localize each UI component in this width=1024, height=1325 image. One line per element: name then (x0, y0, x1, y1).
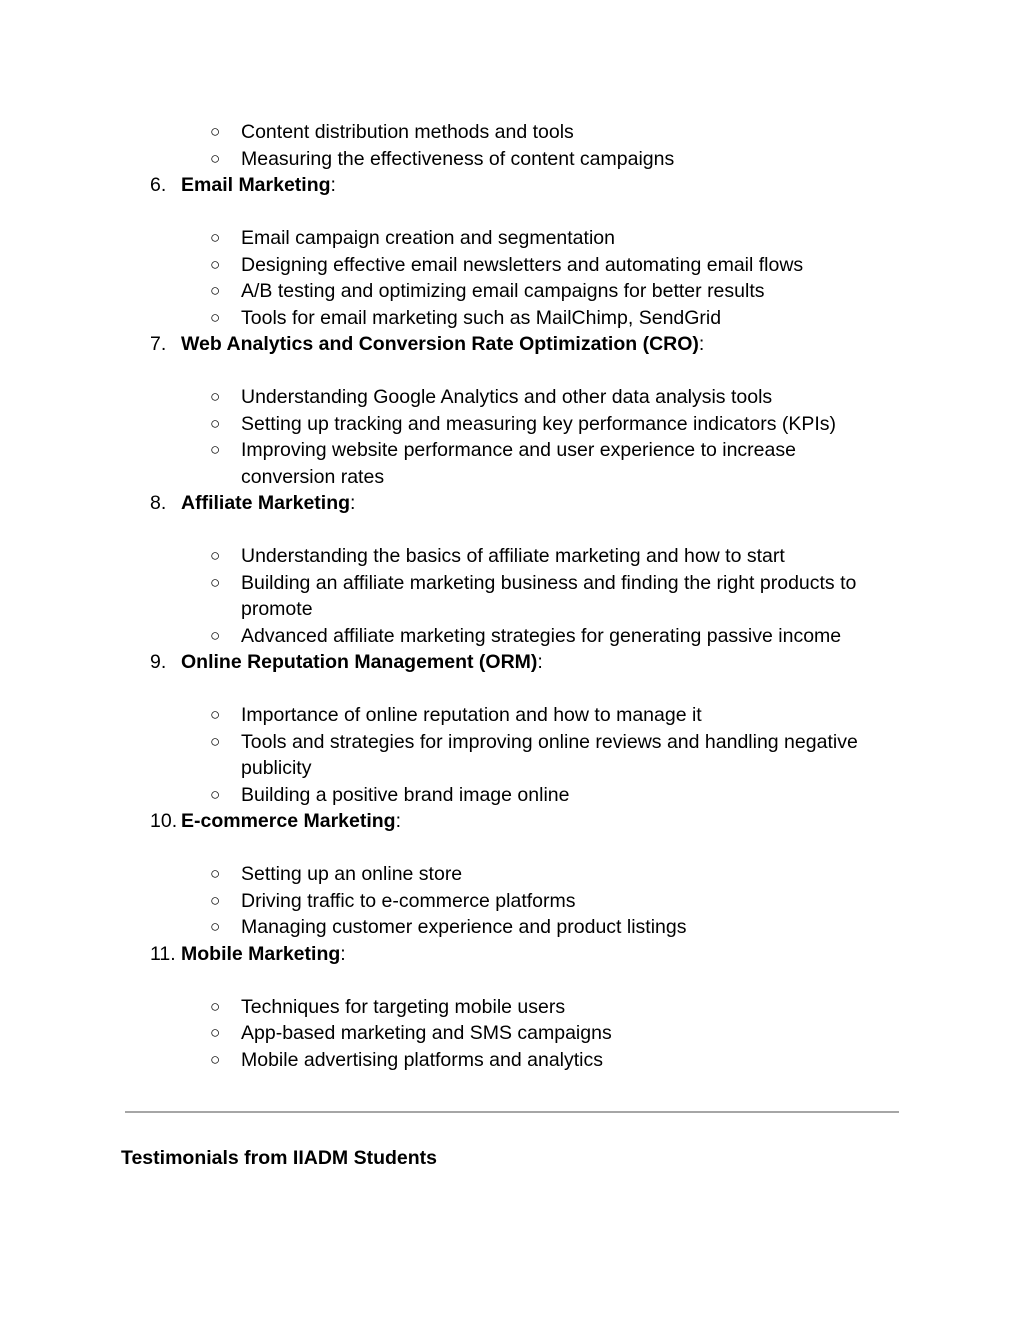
list-item (0, 1020, 1024, 1047)
list-item-continuation (0, 596, 1024, 623)
section-title-bold: Mobile Marketing (181, 942, 341, 965)
section-title-bold: Online Reputation Management (ORM) (181, 651, 538, 673)
section-title-colon: : (395, 810, 401, 832)
blank-line (0, 199, 1024, 226)
blank-line (0, 358, 1024, 385)
section-title-colon: : (330, 174, 336, 196)
bullet-marker: ○ (210, 731, 221, 751)
list-item-text: Managing customer experience and product listings (241, 916, 687, 938)
bullet-marker: ○ (210, 148, 221, 168)
list-item (0, 623, 1024, 650)
list-item (0, 437, 1024, 464)
bullet-marker: ○ (210, 705, 221, 724)
section-title-bold: Web Analytics and Conversion Rate Optimization (CRO) (181, 333, 699, 355)
bullet-marker: ○ (210, 864, 221, 883)
section-heading (0, 331, 1024, 358)
list-item-text: Understanding the basics of affiliate marketing and how to start (241, 545, 785, 567)
blank-line (0, 967, 1024, 994)
list-item (0, 543, 1024, 570)
list-item (0, 119, 1024, 146)
section-number: 9. (150, 651, 167, 673)
list-item-text: A/B testing and optimizing email campaigns for better results (241, 280, 765, 302)
list-item-text: Mobile advertising platforms and analytics (241, 1048, 604, 1071)
list-item (0, 782, 1024, 809)
list-item-text: Advanced affiliate marketing strategies for generating passive income (241, 624, 842, 647)
section-title-bold: Affiliate Marketing (181, 492, 351, 514)
list-item (0, 861, 1024, 888)
section-number: 6. (150, 174, 167, 196)
list-item (0, 888, 1024, 915)
list-item-text: Tools and strategies for improving online reviews and handling negative (241, 730, 858, 753)
bullet-marker: ○ (210, 996, 221, 1016)
list-item-text: Techniques for targeting mobile users (241, 995, 566, 1018)
list-item (0, 702, 1024, 729)
horizontal-divider (125, 1111, 899, 1113)
list-item (0, 729, 1024, 756)
list-item-text: Tools for email marketing such as MailChimp, SendGrid (241, 306, 722, 329)
section-heading (0, 172, 1024, 199)
bullet-marker: ○ (210, 228, 221, 247)
list-item (0, 305, 1024, 332)
section-title-bold: Email Marketing (181, 174, 331, 196)
section-number: 10. (150, 810, 178, 832)
list-item-text: Setting up tracking and measuring key performance indicators (KPIs) (241, 412, 837, 435)
section-title-bold: E-commerce Marketing (181, 810, 396, 832)
bullet-marker: ○ (210, 307, 221, 327)
list-item-text: Importance of online reputation and how to manage it (241, 704, 702, 726)
list-item-text: Improving website performance and user experience to increase (241, 439, 796, 461)
bullet-marker: ○ (210, 546, 221, 565)
section-title (181, 490, 355, 517)
list-item-text: Understanding Google Analytics and other data analysis tools (241, 386, 773, 408)
list-item (0, 570, 1024, 597)
list-item (0, 384, 1024, 411)
list-item (0, 225, 1024, 252)
list-item-continuation (0, 464, 1024, 491)
section-title (181, 941, 346, 968)
list-item-text: conversion rates (241, 465, 385, 488)
list-item-text: Content distribution methods and tools (241, 121, 574, 143)
bullet-marker: ○ (210, 254, 221, 274)
section-number: 11. (150, 942, 176, 965)
bullet-marker: ○ (210, 413, 221, 433)
bullet-marker: ○ (210, 440, 221, 459)
list-item (0, 914, 1024, 941)
bullet-marker: ○ (210, 890, 221, 910)
list-item (0, 1047, 1024, 1074)
list-item-text: promote (241, 598, 313, 620)
section-title (181, 808, 401, 835)
section-title-colon: : (537, 651, 543, 673)
list-item-text: Email campaign creation and segmentation (241, 227, 615, 249)
bullet-marker: ○ (210, 625, 221, 645)
section-title (181, 649, 543, 676)
bullet-marker: ○ (210, 122, 221, 141)
section-heading (0, 808, 1024, 835)
list-item (0, 252, 1024, 279)
section-title-colon: : (350, 492, 356, 514)
list-item-text: Setting up an online store (241, 863, 463, 885)
document-body (0, 119, 1024, 1073)
bullet-marker: ○ (210, 917, 221, 936)
bullet-marker: ○ (210, 281, 221, 300)
section-number: 7. (150, 333, 167, 355)
blank-line (0, 676, 1024, 703)
blank-line (0, 517, 1024, 544)
section-title-colon: : (698, 333, 705, 355)
list-item (0, 411, 1024, 438)
list-item-text: publicity (241, 757, 312, 779)
bullet-marker: ○ (210, 784, 221, 804)
section-title (181, 331, 704, 358)
list-item (0, 146, 1024, 173)
list-item-text: Driving traffic to e-commerce platforms (241, 889, 576, 912)
section-heading (0, 649, 1024, 676)
list-item-text: Building a positive brand image online (241, 783, 570, 806)
section-title (181, 172, 336, 199)
bullet-marker: ○ (210, 387, 221, 406)
section-title-colon: : (340, 942, 346, 965)
list-item (0, 994, 1024, 1021)
list-item-text: Measuring the effectiveness of content campaigns (241, 147, 675, 170)
section-number: 8. (150, 492, 167, 514)
section-heading (0, 490, 1024, 517)
list-item-text: Building an affiliate marketing business and finding the right products to (241, 571, 857, 594)
list-item (0, 278, 1024, 305)
list-item-text: App-based marketing and SMS campaigns (241, 1022, 612, 1044)
list-item-text: Designing effective email newsletters and automating email flows (241, 253, 804, 276)
list-item-continuation (0, 755, 1024, 782)
testimonials-heading: Testimonials from IIADM Students (121, 1147, 437, 1169)
bullet-marker: ○ (210, 1023, 221, 1042)
blank-line (0, 835, 1024, 862)
section-heading (0, 941, 1024, 968)
bullet-marker: ○ (210, 572, 221, 592)
bullet-marker: ○ (210, 1049, 221, 1069)
